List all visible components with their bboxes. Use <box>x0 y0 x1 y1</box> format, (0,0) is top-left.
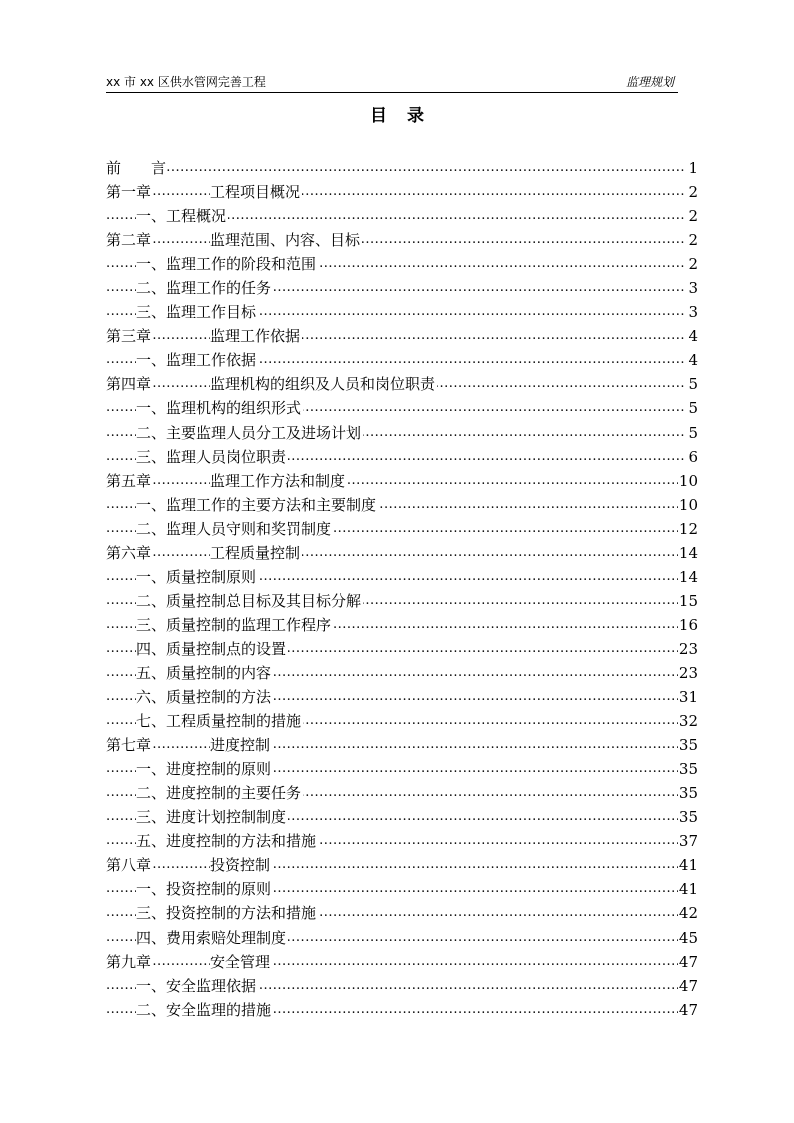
toc-section-entry[interactable] <box>106 709 698 733</box>
toc-chapter-title: 工程项目概况 <box>210 180 302 204</box>
toc-leader-dots <box>106 469 678 493</box>
toc-page-number: 1 <box>687 156 698 180</box>
toc-section-label: 五、进度控制的方法和措施 <box>136 829 318 853</box>
toc-chapter-number: 第三章 <box>106 324 151 348</box>
toc-page-number: 47 <box>678 998 698 1022</box>
toc-chapter-title: 安全管理 <box>210 950 272 974</box>
toc-leader-dots <box>106 541 678 565</box>
toc-chapter-entry[interactable] <box>106 228 698 252</box>
toc-page-number: 15 <box>678 589 698 613</box>
toc-page-number: 10 <box>678 469 698 493</box>
toc-page-number: 16 <box>678 613 698 637</box>
toc-section-label: 七、工程质量控制的措施 <box>136 709 303 733</box>
toc-section-entry[interactable] <box>106 877 698 901</box>
toc-page-number: 42 <box>678 901 698 925</box>
toc-section-label: 三、进度计划控制制度 <box>136 805 288 829</box>
toc-page-number: 4 <box>687 348 698 372</box>
toc-chapter-number: 前 言 <box>106 156 166 180</box>
toc-page-number: 47 <box>678 950 698 974</box>
toc-section-label: 一、工程概况 <box>136 204 228 228</box>
toc-page-number: 2 <box>687 204 698 228</box>
toc-section-label: 一、安全监理依据 <box>136 974 258 998</box>
toc-section-label: 一、监理工作依据 <box>136 348 258 372</box>
toc-page-number: 5 <box>687 396 698 420</box>
toc-section-entry[interactable] <box>106 757 698 781</box>
toc-section-entry[interactable] <box>106 685 698 709</box>
toc-chapter-title: 工程质量控制 <box>210 541 302 565</box>
toc-chapter-number: 第八章 <box>106 853 151 877</box>
toc-section-label: 二、进度控制的主要任务 <box>136 781 303 805</box>
toc-chapter-number: 第一章 <box>106 180 151 204</box>
toc-chapter-entry[interactable] <box>106 469 698 493</box>
toc-chapter-entry[interactable] <box>106 324 698 348</box>
header-project-name: xx 市 xx 区供水管网完善工程 <box>106 75 266 89</box>
toc-section-entry[interactable] <box>106 300 698 324</box>
toc-chapter-entry[interactable] <box>106 156 698 180</box>
toc-section-label: 一、监理工作的主要方法和主要制度 <box>136 493 378 517</box>
toc-page-number: 10 <box>678 493 698 517</box>
toc-section-entry[interactable] <box>106 421 698 445</box>
toc-page-number: 2 <box>687 180 698 204</box>
toc-page-number: 3 <box>687 300 698 324</box>
toc-section-entry[interactable] <box>106 348 698 372</box>
toc-page-number: 5 <box>687 421 698 445</box>
toc-section-entry[interactable] <box>106 252 698 276</box>
toc-page-number: 3 <box>687 276 698 300</box>
toc-leader-dots <box>106 156 684 180</box>
toc-page-number: 23 <box>678 661 698 685</box>
toc-section-entry[interactable] <box>106 517 698 541</box>
toc-page-number: 32 <box>678 709 698 733</box>
toc-section-entry[interactable] <box>106 637 698 661</box>
toc-section-label: 六、质量控制的方法 <box>136 685 273 709</box>
toc-chapter-entry[interactable] <box>106 541 698 565</box>
toc-section-label: 三、监理人员岗位职责 <box>136 445 288 469</box>
toc-section-label: 三、投资控制的方法和措施 <box>136 901 318 925</box>
toc-chapter-entry[interactable] <box>106 180 698 204</box>
toc-page-number: 35 <box>678 733 698 757</box>
toc-leader-dots <box>106 950 678 974</box>
header-doc-type: 监理规划 <box>625 75 674 89</box>
toc-section-label: 五、质量控制的内容 <box>136 661 273 685</box>
toc-section-entry[interactable] <box>106 204 698 228</box>
toc-chapter-title: 监理工作依据 <box>210 324 302 348</box>
toc-page-number: 47 <box>678 974 698 998</box>
toc-section-entry[interactable] <box>106 661 698 685</box>
toc-section-label: 一、质量控制原则 <box>136 565 258 589</box>
toc-section-label: 一、投资控制的原则 <box>136 877 273 901</box>
toc-page-number: 37 <box>678 829 698 853</box>
toc-chapter-title: 监理工作方法和制度 <box>210 469 347 493</box>
toc-page-number: 41 <box>678 853 698 877</box>
toc-section-entry[interactable] <box>106 998 698 1022</box>
toc-page-number: 31 <box>678 685 698 709</box>
toc-page-number: 5 <box>687 372 698 396</box>
toc-page-number: 14 <box>678 541 698 565</box>
toc-page-number: 41 <box>678 877 698 901</box>
toc-page-number: 35 <box>678 781 698 805</box>
toc-chapter-number: 第二章 <box>106 228 151 252</box>
toc-section-label: 四、质量控制点的设置 <box>136 637 288 661</box>
toc-section-entry[interactable] <box>106 974 698 998</box>
toc-page-number: 45 <box>678 926 698 950</box>
toc-section-entry[interactable] <box>106 493 698 517</box>
toc-page-number: 14 <box>678 565 698 589</box>
toc-section-entry[interactable] <box>106 565 698 589</box>
toc-section-entry[interactable] <box>106 805 698 829</box>
toc-section-entry[interactable] <box>106 396 698 420</box>
toc-chapter-title: 进度控制 <box>210 733 272 757</box>
toc-section-label: 二、监理工作的任务 <box>136 276 273 300</box>
table-of-contents <box>106 156 698 1022</box>
toc-chapter-entry[interactable] <box>106 372 698 396</box>
toc-page-number: 12 <box>678 517 698 541</box>
toc-page-number: 2 <box>687 228 698 252</box>
toc-title: 目录 <box>370 106 444 126</box>
toc-section-label: 三、监理工作目标 <box>136 300 258 324</box>
toc-chapter-entry[interactable] <box>106 733 698 757</box>
toc-page-number: 4 <box>687 324 698 348</box>
toc-section-entry[interactable] <box>106 901 698 925</box>
toc-section-entry[interactable] <box>106 613 698 637</box>
toc-chapter-title: 监理范围、内容、目标 <box>210 228 362 252</box>
toc-section-entry[interactable] <box>106 781 698 805</box>
toc-section-label: 二、监理人员守则和奖罚制度 <box>136 517 333 541</box>
toc-section-entry[interactable] <box>106 276 698 300</box>
toc-chapter-entry[interactable] <box>106 853 698 877</box>
toc-section-entry[interactable] <box>106 445 698 469</box>
toc-leader-dots <box>106 853 678 877</box>
toc-section-label: 一、进度控制的原则 <box>136 757 273 781</box>
toc-leader-dots <box>106 180 684 204</box>
toc-section-label: 二、主要监理人员分工及进场计划 <box>136 421 363 445</box>
toc-chapter-number: 第九章 <box>106 950 151 974</box>
page-header <box>106 74 678 93</box>
toc-page-number: 2 <box>687 252 698 276</box>
toc-page-number: 35 <box>678 757 698 781</box>
toc-page-number: 23 <box>678 637 698 661</box>
toc-section-entry[interactable] <box>106 926 698 950</box>
toc-section-label: 一、监理机构的组织形式 <box>136 396 303 420</box>
toc-section-entry[interactable] <box>106 829 698 853</box>
toc-section-label: 二、安全监理的措施 <box>136 998 273 1022</box>
toc-chapter-number: 第七章 <box>106 733 151 757</box>
toc-page-number: 35 <box>678 805 698 829</box>
toc-section-label: 一、监理工作的阶段和范围 <box>136 252 318 276</box>
toc-leader-dots <box>106 733 678 757</box>
toc-section-label: 四、费用索赔处理制度 <box>136 926 288 950</box>
toc-chapter-number: 第五章 <box>106 469 151 493</box>
toc-chapter-title: 监理机构的组织及人员和岗位职责 <box>210 372 437 396</box>
toc-section-entry[interactable] <box>106 589 698 613</box>
toc-leader-dots <box>106 324 684 348</box>
toc-chapter-entry[interactable] <box>106 950 698 974</box>
toc-section-label: 二、质量控制总目标及其目标分解 <box>136 589 363 613</box>
toc-chapter-number: 第四章 <box>106 372 151 396</box>
toc-section-label: 三、质量控制的监理工作程序 <box>136 613 333 637</box>
toc-chapter-title: 投资控制 <box>210 853 272 877</box>
toc-page-number: 6 <box>687 445 698 469</box>
toc-leader-dots <box>106 228 684 252</box>
toc-chapter-number: 第六章 <box>106 541 151 565</box>
